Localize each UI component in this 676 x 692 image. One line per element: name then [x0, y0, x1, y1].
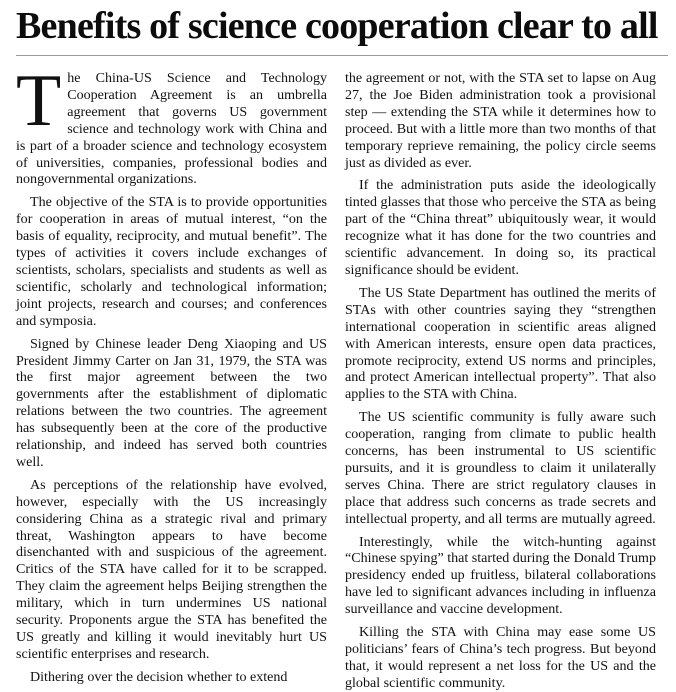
paragraph: The US scientific community is fully aware such cooperation, ranging from climate to public health concerns, has been instrumental to US scientific pursuits, and it is groundless to claim it unilaterally serves China. There are strict regulatory clauses in place that address such concerns as trade secrets and intellectual property, and all terms are mutually agreed.: [345, 409, 656, 527]
right-column: [345, 70, 656, 691]
headline-divider: [16, 55, 668, 56]
paragraph: As perceptions of the relationship have evolved, however, especially with the US increasingly considering China as a strategic rival and primary threat, Washington appears to have become disenchanted with and suspicious of the agreement. Critics of the STA have called for it to be scrapped. They claim the agreement helps Beijing strengthen the military, which in turn undermines US national security. Proponents argue the STA has benefited the US greatly and killing it would inevitably hurt US scientific enterprises and research.: [16, 476, 327, 662]
paragraph: If the administration puts aside the ideologically tinted glasses that those who perceive the STA as being part of the “China threat” ubiquitously wear, it would recognize what it has done for the two countries and scientific advancement. In doing so, its practical significance should be evident.: [345, 177, 656, 278]
paragraph: Dithering over the decision whether to extend: [30, 668, 288, 685]
paragraph: The objective of the STA is to provide opportunities for cooperation in areas of mutual interest, “on the basis of equality, reciprocity, and mutual benefit”. The types of activities it covers include exchanges of scientists, scholars, specialists and students as well as scientific, scholarly and technological information; joint projects, research and courses; and conferences and symposia.: [16, 194, 327, 329]
paragraph: Interestingly, while the witch-hunting against “Chinese spying” that started during the Donald Trump presidency ended up fruitless, bilateral collaborations have led to significant advances including in influenza surveillance and vaccine development.: [345, 533, 656, 618]
paragraph: The US State Department has outlined the merits of STAs with other countries saying they “strengthen international cooperation in scientific areas aligned with American interests, ensure open data practices, promote reciprocity, extend US norms and principles, and protect American intellectual property”. That also applies to the STA with China.: [345, 284, 656, 403]
left-column: [16, 60, 327, 685]
paragraph-continued: the agreement or not, with the STA set to lapse on Aug 27, the Joe Biden administration took a provisional step — extending the STA while it determines how to proceed. But with a little more than two months of that temporary reprieve remaining, the policy circle seems just as divided as ever.: [345, 70, 656, 171]
paragraph: [16, 60, 327, 188]
drop-cap: T: [16, 60, 62, 142]
paragraph: Killing the STA with China may ease some US politicians’ fears of China’s tech progress. But beyond that, it would represent a net loss for the US and the global scientific community.: [345, 624, 656, 691]
paragraph: Signed by Chinese leader Deng Xiaoping and US President Jimmy Carter on Jan 31, 1979, the STA was the first major agreement between the two governments after the establishment of diplomatic relations between the two countries. The agreement has subsequently been at the core of the productive relationship, and indeed has served both countries well.: [16, 335, 327, 470]
headline: Benefits of science cooperation clear to all: [16, 5, 658, 47]
paragraph-text: he China-US Science and Technology Cooperation Agreement is an umbrella agreement that governs US government science and technology work with China and is part of a broader science and technology ecosystem of universities, companies, professional bodies and nongovernmental organizations.: [16, 70, 327, 188]
